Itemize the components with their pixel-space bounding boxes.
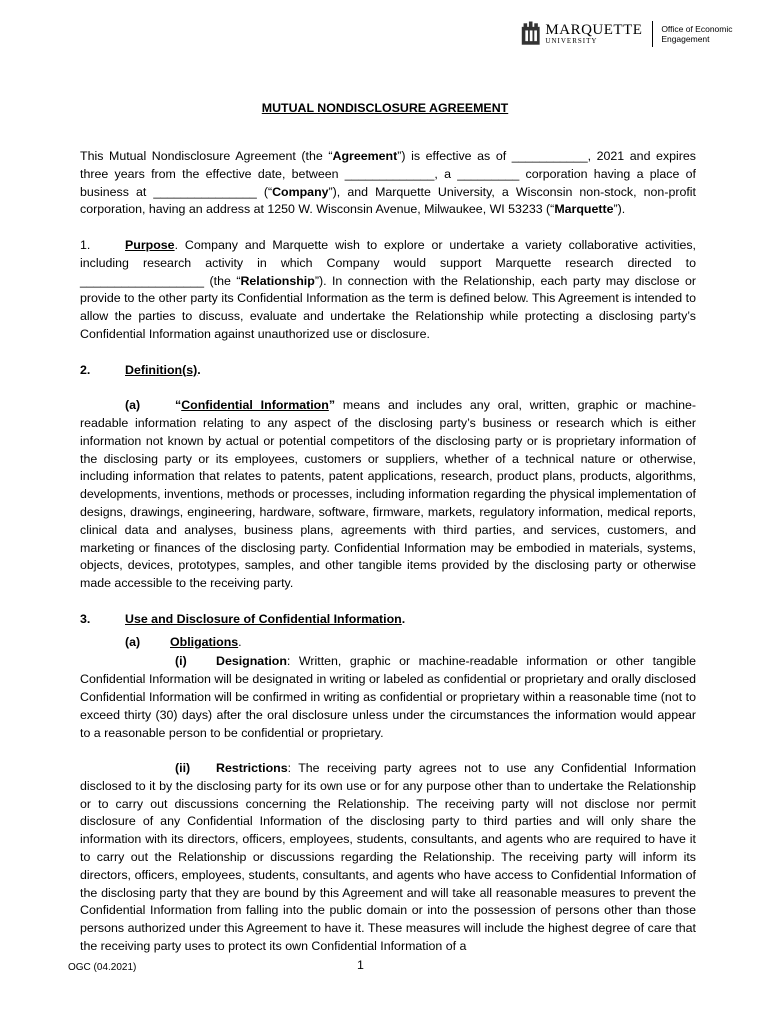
section-2a-confidential-info: (a) “Confidential Information” means and includes any oral, written, graphic or machine-readable information relating to any aspect of the disclosing party’s business or research which is either information not known by actual or potential competitors of the disclosing party or is proprietary information of the disclosing party or its employees, customers or suppliers, whether of a technical nature or otherwise, including information that relates to patents, patent applications, research, product plans, products, algorithms, developments, inventions, methods or processes, including information regarding the physical implementation of designs, drawings, engineering, hardware, software, firmware, markets, regulatory information, medical reports, clinical data and analyses, business plans, agreements with third parties, and services, customers, and marketing or finances of the disclosing party. Confidential Information may be embodied in materials, systems, objects, devices, prototypes, samples, and other tangible items provided by the disclosing party or otherwise made accessible to the receiving party. (80, 398, 696, 591)
university-main: MARQUETTE (545, 22, 643, 38)
section-3a-i-designation: (i) Designation: Written, graphic or machine-readable information or other tangible Confidential Information will be designated in writing or labeled as confidential or proprietary and orally disclosed Confidential Information will be confirmed in writing as confidential or proprietary within a reasonable time (not to exceed thirty (30) days) after the oral disclosure unless under the circumstances the information would appear to a reasonable person to be confidential or proprietary. (80, 654, 696, 740)
university-logo (520, 20, 770, 48)
section-1-purpose: 1. Purpose. Company and Marquette wish to explore or undertake a variety collaborative activities, including research activity in which Company would support Marquette research directed to __________________ (the “Relationship”). In connection with the Relationship, each party may disclose or provide to the other party its Confidential Information as the term is defined below. This Agreement is intended to allow the parties to discuss, evaluate and undertake the Relationship while protecting a disclosing party’s Confidential Information against unauthorized use or disclosure. (80, 237, 696, 341)
section-3-heading: 3. Use and Disclosure of Confidential Information. (80, 611, 406, 626)
section-3a-obligations: (a) Obligations. (125, 634, 242, 649)
footer-code: OGC (04.2021) (68, 962, 137, 973)
section-3a-ii-restrictions: (ii) Restrictions: The receiving party agrees not to use any Confidential Information disclosed to it by the disclosing party for its own use or for any purpose other than to undertake the Relationship or to carry out discussions concerning the Relationship. The receiving party will not disclose nor permit disclosure of any Confidential Information of the disclosing party to third parties and will only share the information with its directors, officers, employees, students, consultants, and agents who are required to have it to carry out the Relationship or discussions regarding the Relationship. The receiving party will inform its directors, officers, employees, students, consultants, and agents who have access to Confidential Information of the disclosing party that they are bound by this Agreement and will take all reasonable measures to prevent the Confidential Information from falling into the public domain or into the possession of persons other than those persons authorized under this Agreement to have it. These measures will include the highest degree of care that the receiving party uses to protect its own Confidential Information of a (80, 761, 696, 954)
university-sub: UNIVERSITY (545, 37, 598, 45)
crest-icon (520, 20, 541, 48)
page-number: 1 (357, 958, 364, 972)
intro-paragraph: This Mutual Nondisclosure Agreement (the “Agreement”) is effective as of ___________, 2021 and expires three years from the effective date, between _____________, a _________ corporation having a place of business at _______________ (“Company”), and Marquette University, a Wisconsin non-stock, non-profit corporation, having an address at 1250 W. Wisconsin Avenue, Milwaukee, WI 53233 (“Marquette”). (80, 149, 696, 217)
document-body (80, 148, 696, 956)
university-name (545, 23, 642, 45)
office-name: Office of Economic Engagement (661, 24, 733, 44)
section-2-heading: 2. Definition(s). (80, 362, 201, 377)
header-divider (652, 21, 653, 47)
document-title: MUTUAL NONDISCLOSURE AGREEMENT (261, 101, 509, 115)
